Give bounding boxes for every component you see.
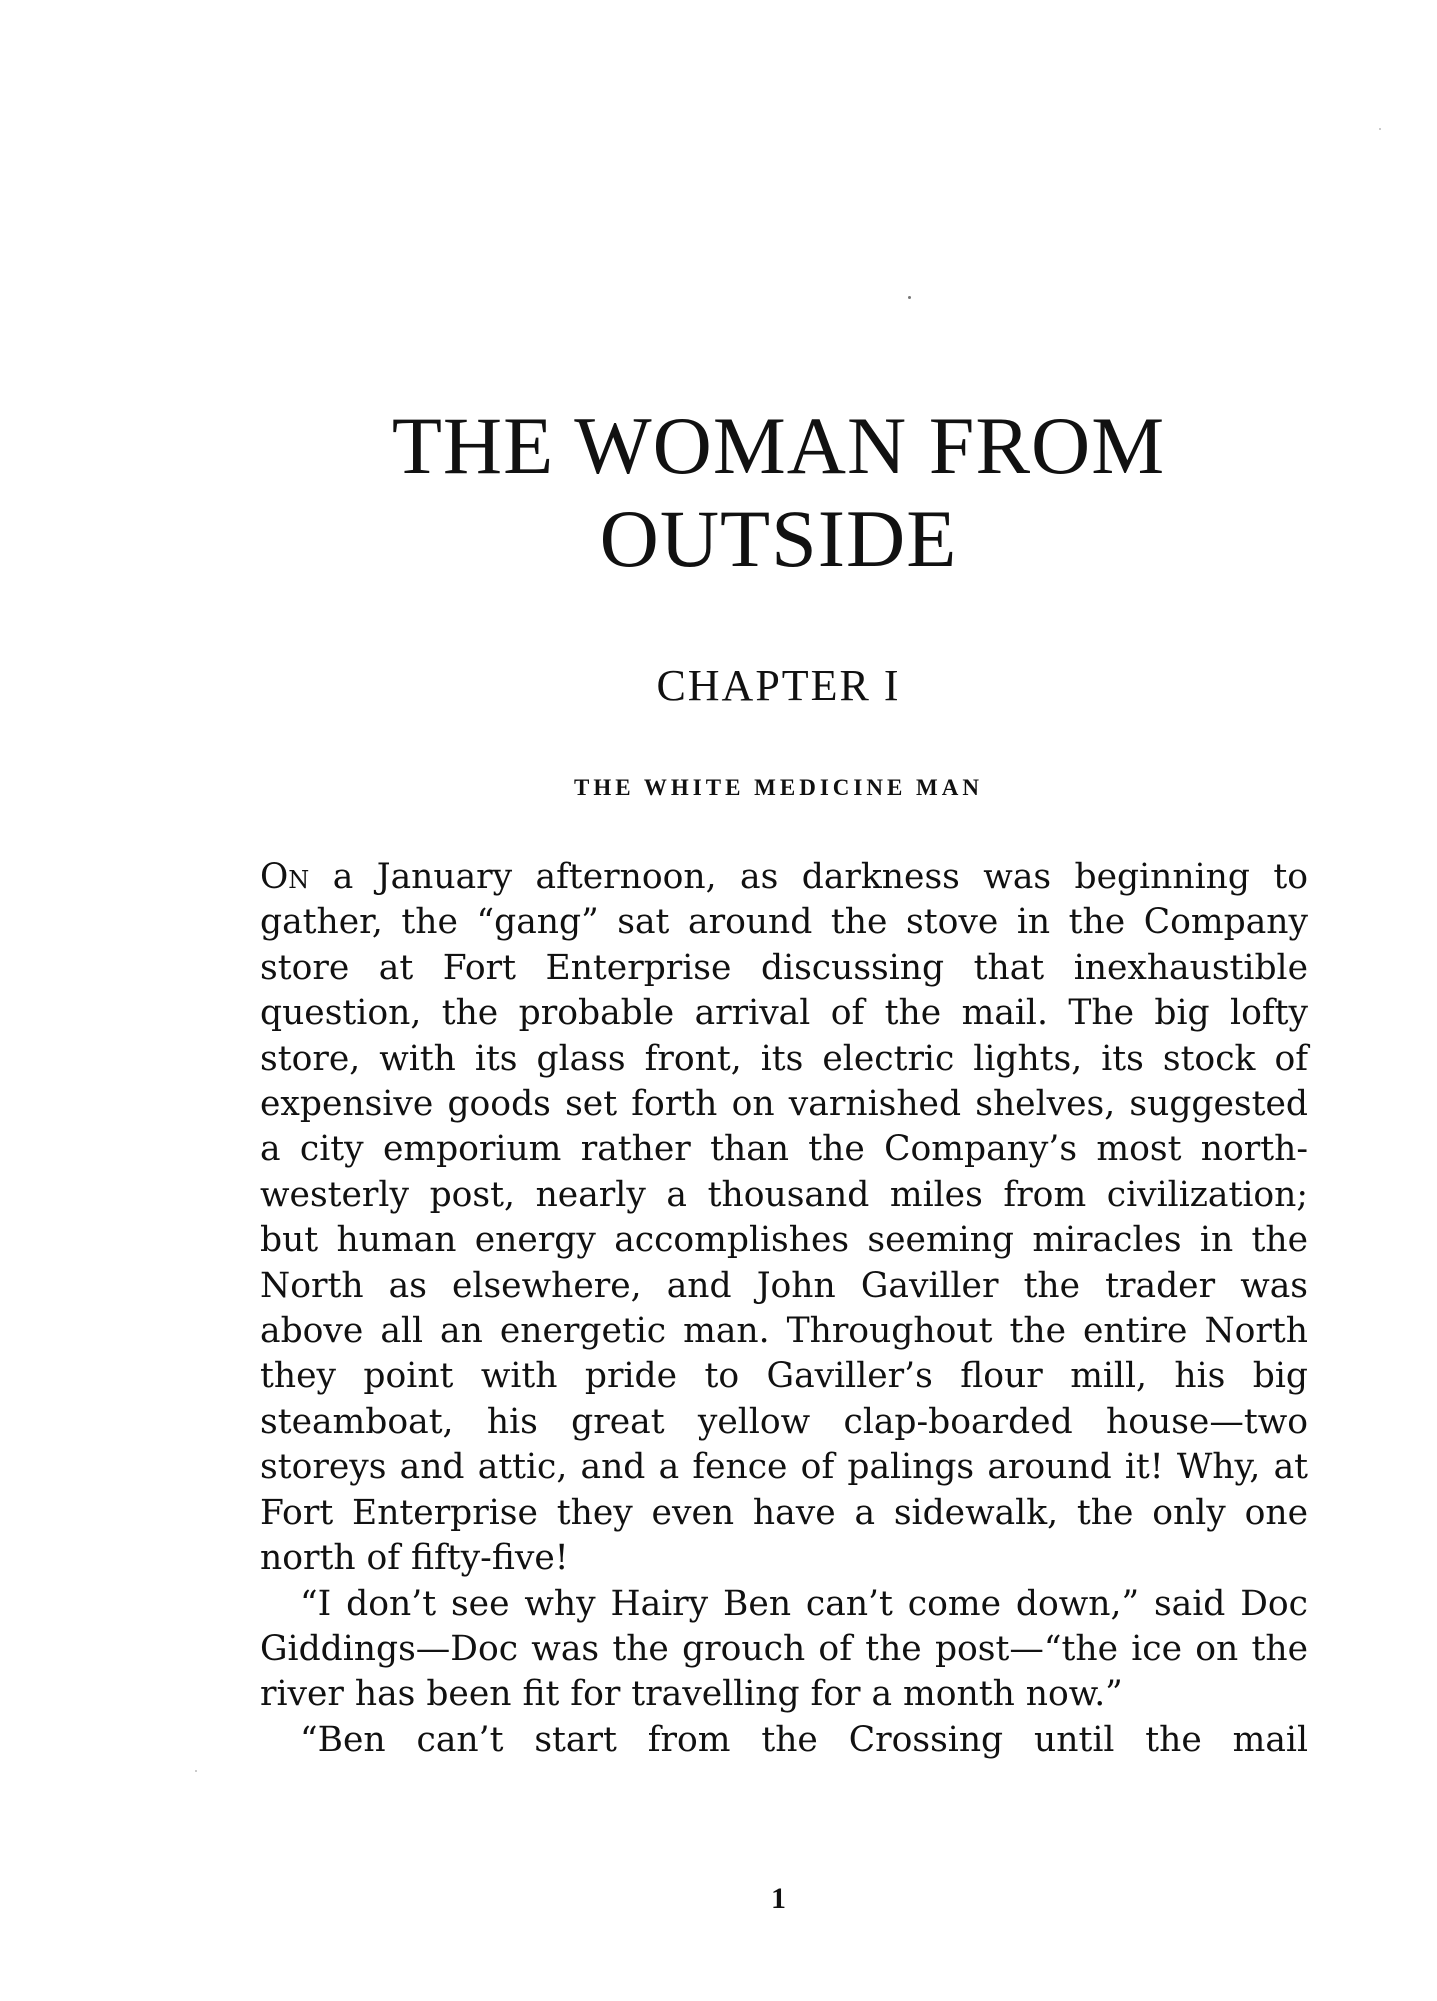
paragraph: “I don’t see why Hairy Ben can’t come down,” said Doc Giddings—Doc was the grouch of the post—“the ice on the river has been fit for travelling for a month now.”	[260, 1583, 1308, 1715]
book-title-line-2: OUTSIDE	[599, 493, 958, 584]
chapter-title: THE WHITE MEDICINE MAN	[574, 775, 983, 800]
chapter-heading: CHAPTER I	[656, 661, 901, 710]
scan-speck	[908, 296, 911, 299]
scan-speck	[195, 1770, 197, 1772]
body-text	[260, 855, 1308, 1763]
page-number: 1	[771, 1882, 786, 1915]
book-title-line-1: THE WOMAN FROM	[391, 400, 1166, 491]
paragraph-lead-word: On	[260, 857, 310, 897]
paragraph	[260, 855, 1308, 1582]
scan-speck	[1379, 128, 1381, 130]
paragraph-text: a January afternoon, as darkness was beginning to gather, the “gang” sat around the stove in the Company store at Fort Enterprise discussing that inexhaustible question, the probable arrival of the mail. The big lofty store, with its glass front, its electric lights, its stock of expensive goods set forth on varnished shelves, suggested a city emporium rather than the Company’s most north-westerly post, nearly a thousand miles from civilization; but human energy accomplishes seeming miracles in the North as elsewhere, and John Gaviller the trader was above all an energetic man. Throughout the entire North they point with pride to Gaviller’s flour mill, his big steamboat, his great yellow clap-boarded house—two storeys and attic, and a fence of palings around it! Why, at Fort Enterprise they even have a sidewalk, the only one north of fifty-five!	[260, 857, 1308, 1579]
paragraph: “Ben can’t start from the Crossing until the mail	[300, 1719, 1308, 1760]
